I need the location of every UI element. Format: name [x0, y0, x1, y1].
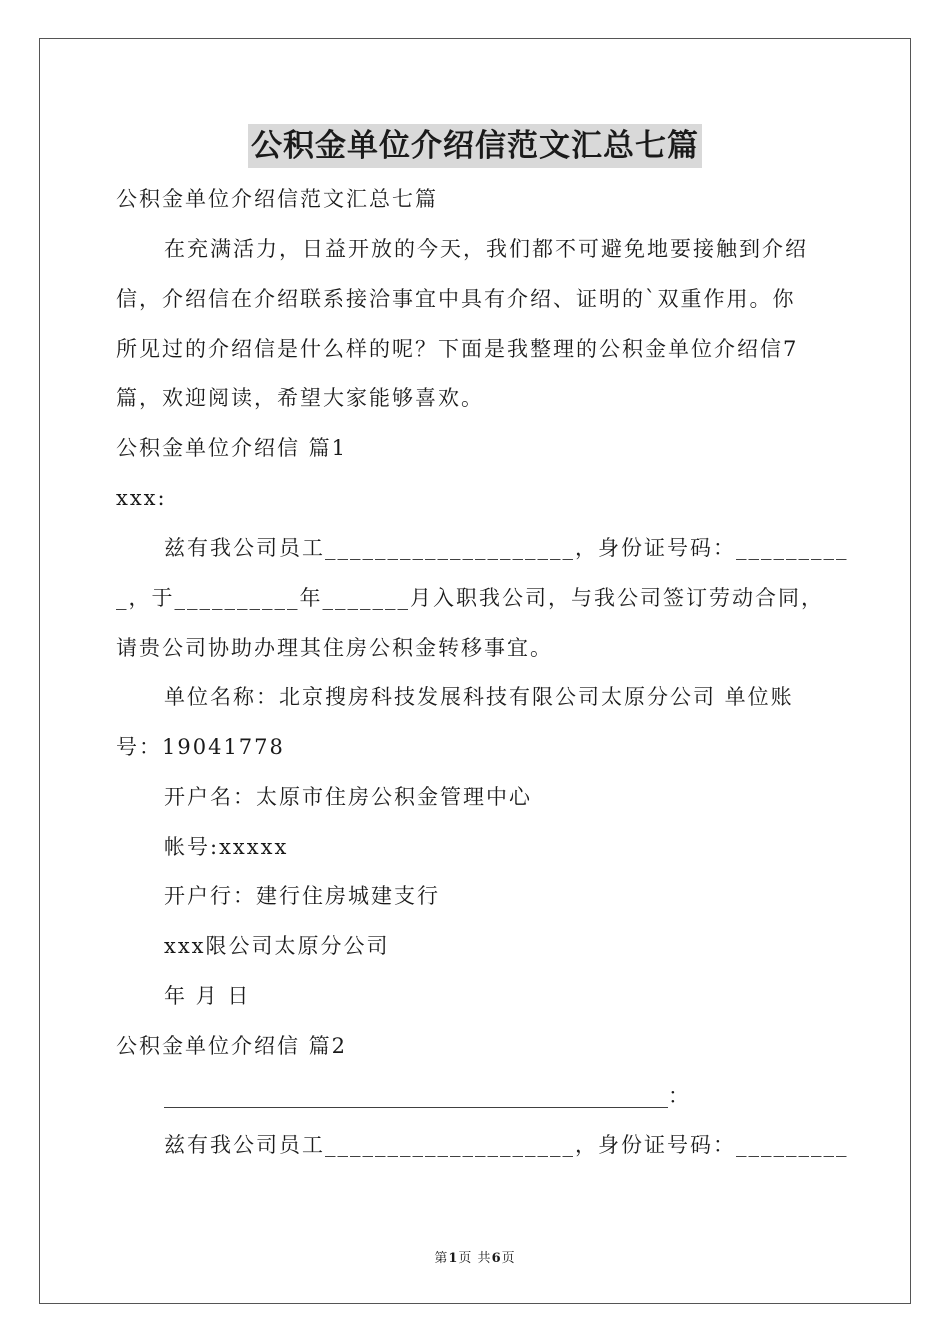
- title-wrap: [0, 124, 950, 168]
- body-line: 号：19041778: [116, 735, 285, 759]
- page-footer: [0, 1247, 950, 1266]
- salutation-blank: ________________________________________________：: [164, 1084, 689, 1108]
- body-line: 请贵公司协助办理其住房公积金转移事宜。: [116, 636, 553, 660]
- footer-page-total: 6: [491, 1251, 502, 1266]
- body-line: 篇，欢迎阅读，希望大家能够喜欢。: [116, 386, 484, 410]
- date-line: 年 月 日: [164, 984, 251, 1008]
- section-heading: 公积金单位介绍信 篇1: [116, 436, 348, 460]
- footer-page-number: 1: [448, 1251, 459, 1266]
- body-line: 开户行：建行住房城建支行: [164, 884, 440, 908]
- page-border: [39, 38, 911, 1304]
- subtitle-line: 公积金单位介绍信范文汇总七篇: [116, 187, 438, 211]
- footer-prefix: 第: [434, 1251, 449, 1266]
- body-line: xxx限公司太原分公司: [164, 934, 390, 958]
- body-line: 单位名称：北京搜房科技发展科技有限公司太原分公司 单位账: [164, 685, 794, 709]
- body-line: 帐号:xxxxx: [164, 835, 289, 859]
- body-line: 在充满活力，日益开放的今天，我们都不可避免地要接触到介绍: [164, 237, 808, 261]
- body-line: 开户名：太原市住房公积金管理中心: [164, 785, 532, 809]
- footer-suffix: 页: [501, 1251, 516, 1266]
- body-line: 兹有我公司员工____________________，身份证号码：_________: [164, 536, 849, 560]
- body-line: 信，介绍信在介绍联系接洽事宜中具有介绍、证明的`双重作用。你: [116, 287, 796, 311]
- salutation: xxx:: [116, 486, 167, 510]
- section-heading: 公积金单位介绍信 篇2: [116, 1034, 348, 1058]
- body-line: 所见过的介绍信是什么样的呢？下面是我整理的公积金单位介绍信7: [116, 337, 799, 361]
- body-line: _，于__________年_______月入职我公司，与我公司签订劳动合同，: [116, 586, 824, 610]
- body-line: 兹有我公司员工____________________，身份证号码：_________: [164, 1133, 849, 1157]
- document-title: 公积金单位介绍信范文汇总七篇: [248, 124, 702, 168]
- footer-mid: 页 共: [458, 1251, 492, 1266]
